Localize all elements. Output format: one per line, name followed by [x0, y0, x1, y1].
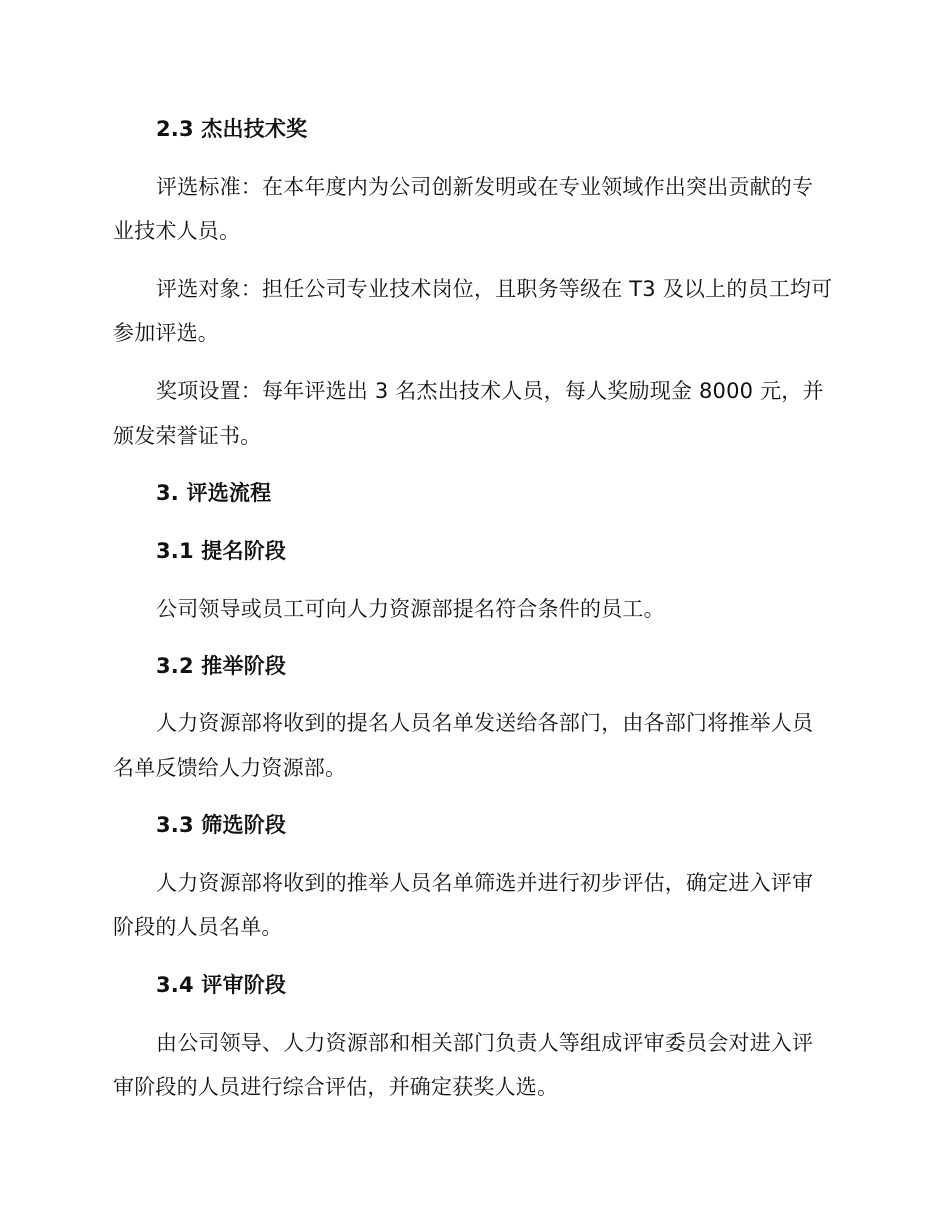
section-3-4-heading: 3.4 评审阶段 [156, 973, 287, 997]
section-3-2-body-line-2: 名单反馈给人力资源部。 [113, 756, 347, 780]
section-2-3-criteria-line-1: 评选标准：在本年度内为公司创新发明或在专业领域作出突出贡献的专 [156, 175, 814, 199]
section-3-heading: 3. 评选流程 [156, 481, 272, 505]
section-3-4-body-line-2: 审阶段的人员进行综合评估，并确定获奖人选。 [113, 1075, 559, 1099]
section-3-4-body-line-1: 由公司领导、人力资源部和相关部门负责人等组成评审委员会对进入评 [156, 1031, 814, 1055]
section-2-3-heading: 2.3 杰出技术奖 [156, 117, 308, 141]
section-3-2-heading: 3.2 推举阶段 [156, 654, 287, 678]
section-3-3-heading: 3.3 筛选阶段 [156, 813, 287, 837]
section-2-3-award-line-1: 奖项设置：每年评选出 3 名杰出技术人员，每人奖励现金 8000 元，并 [156, 379, 824, 403]
section-3-1-body-line-1: 公司领导或员工可向人力资源部提名符合条件的员工。 [156, 597, 665, 621]
section-2-3-target-line-2: 参加评选。 [113, 321, 219, 345]
section-3-3-body-line-2: 阶段的人员名单。 [113, 915, 283, 939]
section-2-3-target-line-1: 评选对象：担任公司专业技术岗位，且职务等级在 T3 及以上的员工均可 [156, 277, 833, 301]
section-3-1-heading: 3.1 提名阶段 [156, 539, 287, 563]
section-3-3-body-line-1: 人力资源部将收到的推举人员名单筛选并进行初步评估，确定进入评审 [156, 871, 814, 895]
section-3-2-body-line-1: 人力资源部将收到的提名人员名单发送给各部门，由各部门将推举人员 [156, 711, 814, 735]
section-2-3-award-line-2: 颁发荣誉证书。 [113, 424, 262, 448]
section-2-3-criteria-line-2: 业技术人员。 [113, 219, 241, 243]
